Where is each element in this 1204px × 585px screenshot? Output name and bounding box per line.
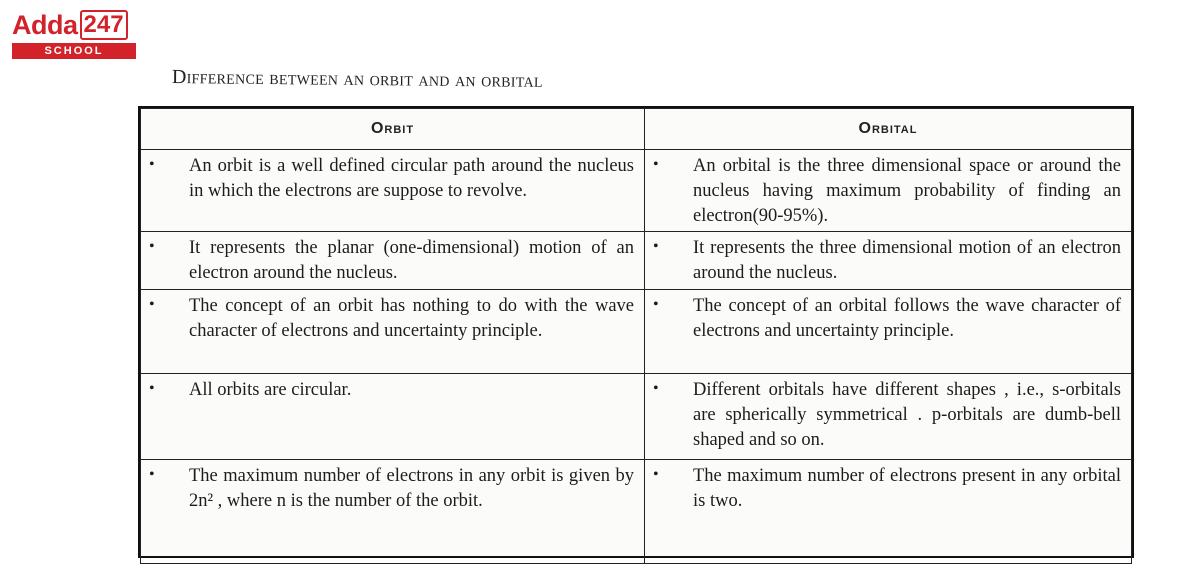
- orbital-cell: [645, 374, 1132, 460]
- orbit-text: All orbits are circular.: [189, 380, 352, 400]
- orbit-cell: [141, 374, 645, 460]
- orbital-text: Different orbitals have different shapes , i.e., s-orbitals are spherically symmetrical . p-orbitals are dumb-bell shaped and so on.: [693, 380, 1121, 450]
- orbit-cell: [141, 232, 645, 290]
- bullet-icon: •: [149, 296, 155, 313]
- column-header-orbital: Orbital: [645, 109, 1132, 150]
- bullet-icon: •: [149, 380, 155, 397]
- orbit-text: It represents the planar (one-dimensional) motion of an electron around the nucleus.: [189, 238, 634, 283]
- bullet-icon: •: [653, 156, 659, 173]
- orbital-text: The maximum number of electrons present in any orbital is two.: [693, 466, 1121, 511]
- orbital-cell: [645, 460, 1132, 564]
- bullet-icon: •: [149, 466, 155, 483]
- orbit-cell: [141, 290, 645, 374]
- orbit-cell: [141, 460, 645, 564]
- table-row: [141, 150, 1132, 232]
- bullet-icon: •: [149, 238, 155, 255]
- document-title: Difference between an orbit and an orbital: [171, 66, 543, 92]
- column-header-orbit: Orbit: [141, 109, 645, 150]
- orbital-text: An orbital is the three dimensional space or around the nucleus having maximum probability of finding an electron(90-95%).: [693, 156, 1121, 226]
- logo-wordmark: [12, 8, 136, 42]
- orbit-text: The maximum number of electrons in any orbit is given by 2n² , where n is the number of the orbit.: [189, 466, 634, 511]
- table-row: [141, 290, 1132, 374]
- table-row: [141, 232, 1132, 290]
- table-row: [141, 460, 1132, 564]
- orbital-text: It represents the three dimensional motion of an electron around the nucleus.: [693, 238, 1121, 283]
- orbital-cell: [645, 150, 1132, 232]
- bullet-icon: •: [653, 238, 659, 255]
- adda247-logo: [12, 8, 136, 59]
- table-row: [141, 374, 1132, 460]
- bullet-icon: •: [653, 466, 659, 483]
- table-header-row: [141, 109, 1132, 150]
- orbit-cell: [141, 150, 645, 232]
- orbit-orbital-table: [140, 108, 1132, 564]
- logo-brand-text: Adda: [12, 10, 78, 40]
- orbit-text: The concept of an orbit has nothing to do with the wave character of electrons and uncertainty principle.: [189, 296, 634, 341]
- orbital-cell: [645, 290, 1132, 374]
- bullet-icon: •: [653, 380, 659, 397]
- bullet-icon: •: [653, 296, 659, 313]
- orbital-text: The concept of an orbital follows the wave character of electrons and uncertainty principle.: [693, 296, 1121, 341]
- bullet-icon: •: [149, 156, 155, 173]
- logo-number-badge: 247: [80, 10, 128, 40]
- orbit-text: An orbit is a well defined circular path around the nucleus in which the electrons are suppose to revolve.: [189, 156, 634, 201]
- orbital-cell: [645, 232, 1132, 290]
- comparison-table: [138, 106, 1134, 558]
- logo-tagline: SCHOOL: [12, 43, 136, 59]
